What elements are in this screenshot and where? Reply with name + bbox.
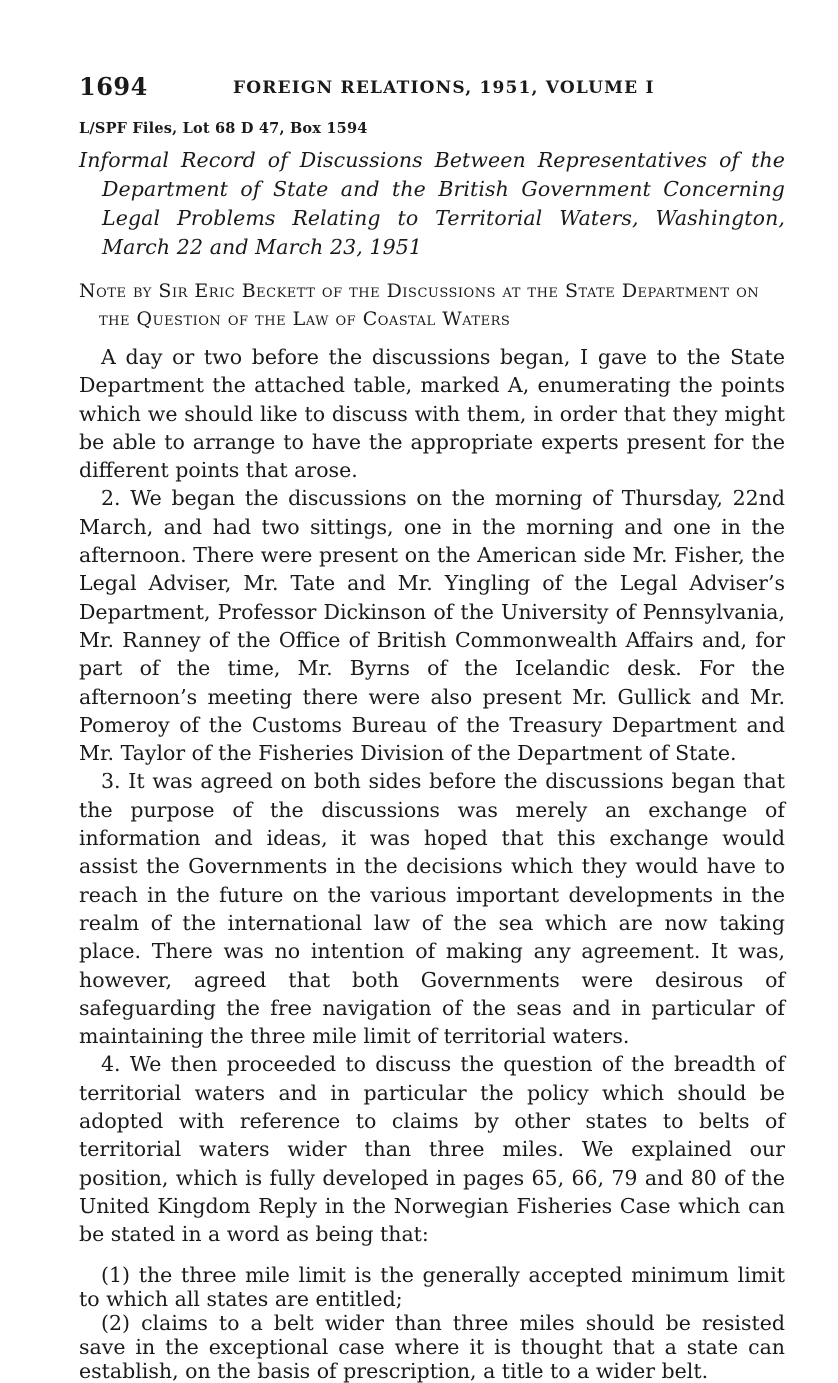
- running-head: [79, 68, 785, 108]
- document-title: Informal Record of Discussions Between Representatives of the Department of State and the British Government Concerning Legal Problems Relating to Territorial Waters, Washington, March 22 and March 23, 1951: [79, 148, 785, 259]
- note-heading: Note by Sir Eric Beckett of the Discussions at the State Department on the Question of the Law of Coastal Waters: [79, 280, 760, 330]
- list-item: (1) the three mile limit is the generally accepted minimum limit to which all states are entitled;: [79, 1262, 785, 1311]
- document-page: [79, 68, 785, 1383]
- paragraph: 4. We then proceeded to discuss the question of the breadth of territorial waters and in particular the policy which should be adopted with reference to claims by other states to belts of territorial waters wider than three miles. We explained our position, which is fully developed in pages 65, 66, 79 and 80 of the United Kingdom Reply in the Norwegian Fisheries Case which can be stated in a word as being that:: [79, 1052, 785, 1247]
- running-title: FOREIGN RELATIONS, 1951, VOLUME I: [233, 78, 655, 98]
- paragraph: 2. We began the discussions on the morning of Thursday, 22nd March, and had two sittings, one in the morning and one in the afternoon. There were present on the American side Mr. Fisher, the Legal Adviser, Mr. Tate and Mr. Yingling of the Legal Adviser’s Department, Professor Dickinson of the University of Pennsylvania, Mr. Ranney of the Office of British Commonwealth Affairs and, for part of the time, Mr. Byrns of the Icelandic desk. For the afternoon’s meeting there were also present Mr. Gullick and Mr. Pomeroy of the Customs Bureau of the Treasury Department and Mr. Taylor of the Fisheries Division of the Department of State.: [79, 486, 785, 766]
- paragraph: 3. It was agreed on both sides before the discussions began that the purpose of the discussions was merely an exchange of information and ideas, it was hoped that this exchange would assist the Governments in the decisions which they would have to reach in the future on the various important developments in the realm of the international law of the sea which are now taking place. There was no intention of making any agreement. It was, however, agreed that both Governments were desirous of safeguarding the free navigation of the seas and in particular of maintaining the three mile limit of territorial waters.: [79, 769, 785, 1049]
- source-citation: L/SPF Files, Lot 68 D 47, Box 1594: [79, 120, 368, 137]
- list-item: (2) claims to a belt wider than three miles should be resisted save in the exceptional case where it is thought that a state can establish, on the basis of prescription, a title to a wider belt.: [79, 1310, 785, 1383]
- body-text: [79, 343, 785, 1249]
- paragraph: A day or two before the discussions began, I gave to the State Department the attached table, marked A, enumerating the points which we should like to discuss with them, in order that they might be able to arrange to have the appropriate experts present for the different points that arose.: [79, 345, 785, 483]
- position-list: [79, 1263, 785, 1383]
- page-number: 1694: [79, 72, 148, 101]
